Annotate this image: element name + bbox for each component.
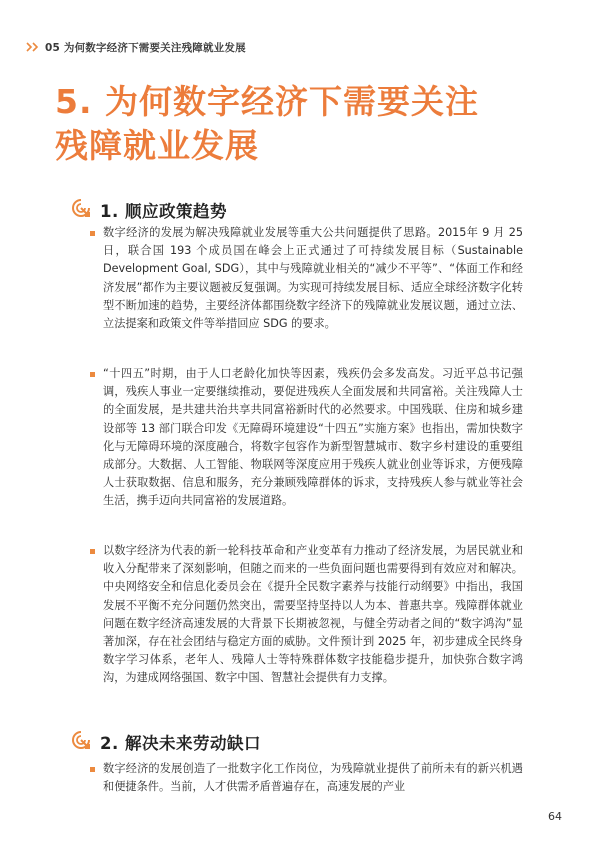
section-title: 1. 顺应政策趋势 bbox=[100, 202, 227, 221]
running-header bbox=[26, 40, 246, 54]
page-title-line-1: 5. 为何数字经济下需要关注 bbox=[55, 82, 479, 121]
running-header-text: 05 为何数字经济下需要关注残障就业发展 bbox=[45, 41, 246, 54]
section-heading-2 bbox=[70, 729, 261, 755]
double-chevron-icon bbox=[26, 42, 40, 52]
bullet-marker bbox=[90, 549, 95, 554]
section-title: 2. 解决未来劳动缺口 bbox=[100, 734, 261, 753]
paragraph-1: 数字经济的发展为解决残障就业发展等重大公共问题提供了思路。2015年 9 月 25 日，联合国 193 个成员国在峰会上正式通过了可持续发展目标（Sustainable Development Goal, SDG），其中与残障就业相关的“减少不平等”、“体面工作和经济发展”都作为主要议题被反复强调。为实现可持续发展目标、适应全球经济数字化转型不断加速的趋势，主要经济体都围绕数字经济下的残障就业发展议题，通过立法、立法提案和政策文件等举措回应 SDG 的要求。 bbox=[103, 224, 523, 333]
bullet-marker bbox=[90, 231, 95, 236]
paragraph-3: 以数字经济为代表的新一轮科技革命和产业变革有力推动了经济发展，为居民就业和收入分配带来了深刻影响，但随之而来的一些负面问题也需要得到有效应对和解决。中央网络安全和信息化委员会在《提升全民数字素养与技能行动纲要》中指出，我国发展不平衡不充分问题仍然突出，需要坚持坚持以人为本、普惠共享。残障群体就业问题在数字经济高速发展的大背景下长期被忽视，与健全劳动者之间的“数字鸿沟”显著加深，存在社会团结与稳定方面的威胁。文件预计到 2025 年，初步建成全民终身数字学习体系，老年人、残障人士等特殊群体数字技能稳步提升，加快弥合数字鸿沟，为建成网络强国、数字中国、智慧社会提供有力支撑。 bbox=[103, 542, 523, 688]
page-title-line-2: 残障就业发展 bbox=[55, 126, 259, 165]
target-icon bbox=[70, 197, 92, 223]
target-icon bbox=[70, 729, 92, 755]
bullet-marker bbox=[90, 767, 95, 772]
section-heading-1 bbox=[70, 197, 227, 223]
paragraph-4: 数字经济的发展创造了一批数字化工作岗位，为残障就业提供了前所未有的新兴机遇和便捷条件。当前，人才供需矛盾普遍存在，高速发展的产业 bbox=[103, 760, 523, 796]
page-number: 64 bbox=[548, 810, 562, 823]
page-title bbox=[55, 80, 575, 168]
bullet-marker bbox=[90, 372, 95, 377]
paragraph-2: “十四五”时期，由于人口老龄化加快等因素，残疾仍会多发高发。习近平总书记强调，残疾人事业一定要继续推动，要促进残疾人全面发展和共同富裕。关注残障人士的全面发展，是共建共治共享共同富裕新时代的必然要求。中国残联、住房和城乡建设部等 13 部门联合印发《无障碍环境建设“十四五”实施方案》也指出，需加快数字化与无障碍环境的深度融合，将数字包容作为新型智慧城市、数字乡村建设的重要组成部分。大数据、人工智能、物联网等深度应用于残疾人就业创业等诉求，方便残障人士获取数据、信息和服务，充分兼顾残障群体的诉求，支持残疾人参与就业等社会生活，携手迈向共同富裕的发展道路。 bbox=[103, 365, 523, 511]
